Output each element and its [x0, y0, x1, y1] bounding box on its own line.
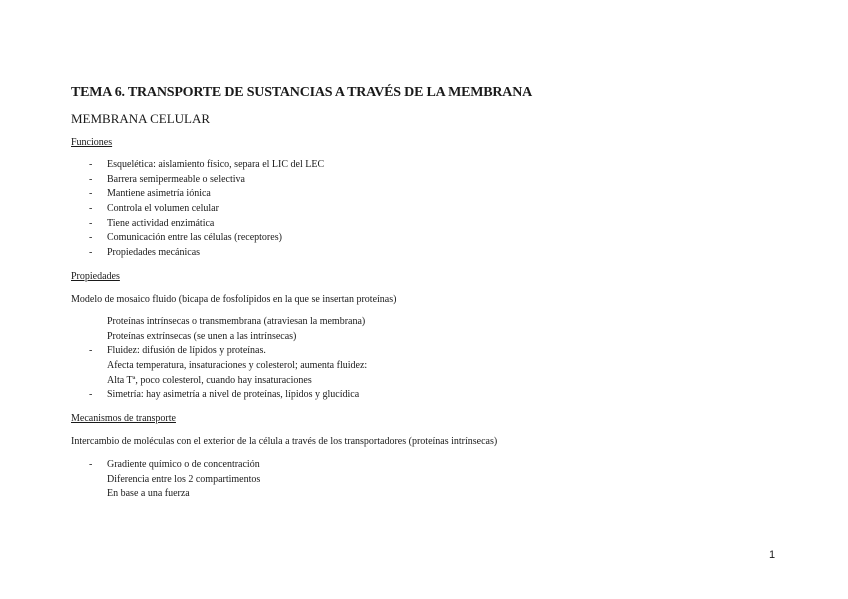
- list-item-text: Comunicación entre las células (receptores): [107, 232, 282, 244]
- list-item-text: Esquelética: aislamiento físico, separa el LIC del LEC: [107, 159, 325, 170]
- bullet-dash: -: [89, 232, 93, 244]
- bullet-dash: -: [89, 459, 93, 470]
- list-item-text: Mantiene asimetría iónica: [107, 188, 211, 200]
- list-item-text: Controla el volumen celular: [107, 203, 219, 215]
- section-title: MEMBRANA CELULAR: [71, 111, 211, 126]
- list-item-text: Diferencia entre los 2 compartimentos: [107, 473, 261, 485]
- bullet-dash: -: [89, 159, 93, 170]
- bullet-dash: -: [89, 217, 93, 229]
- list-item-text: Tiene actividad enzimática: [107, 217, 215, 229]
- list-item-text: Propiedades mecánicas: [107, 247, 201, 259]
- mecanismos-heading: Mecanismos de transporte: [71, 413, 176, 424]
- list-item-text: Gradiente químico o de concentración: [107, 459, 260, 470]
- list-item-text: Fluidez: difusión de lípidos y proteínas.: [107, 345, 266, 357]
- document-title: TEMA 6. TRANSPORTE DE SUSTANCIAS A TRAVÉS DE LA MEMBRANA: [71, 85, 533, 100]
- bullet-dash: -: [89, 188, 93, 200]
- funciones-heading: Funciones: [71, 137, 113, 148]
- bullet-dash: -: [89, 345, 93, 357]
- list-item-text: Simetría: hay asimetría a nivel de proteínas, lípidos y glucídica: [107, 389, 360, 401]
- list-item-text: Barrera semipermeable o selectiva: [107, 173, 245, 185]
- list-item-text: Alta Tª, poco colesterol, cuando hay insaturaciones: [107, 374, 312, 386]
- list-item-text: Proteínas intrínsecas o transmembrana (atraviesan la membrana): [107, 316, 366, 327]
- propiedades-intro: Modelo de mosaico fluido (bicapa de fosfolípidos en la que se insertan proteínas): [71, 294, 397, 305]
- list-item-text: Afecta temperatura, insaturaciones y colesterol; aumenta fluidez:: [107, 360, 368, 372]
- bullet-dash: -: [89, 173, 93, 185]
- list-item-text: Proteínas extrínsecas (se unen a las intrínsecas): [107, 330, 297, 342]
- propiedades-heading: Propiedades: [71, 271, 120, 282]
- bullet-dash: -: [89, 203, 93, 215]
- bullet-dash: -: [89, 247, 93, 259]
- bullet-dash: -: [89, 389, 93, 401]
- mecanismos-intro: Intercambio de moléculas con el exterior de la célula a través de los transportadores (proteínas intrínsecas): [71, 436, 498, 447]
- list-item-text: En base a una fuerza: [107, 488, 190, 500]
- page-number: 1: [769, 549, 776, 561]
